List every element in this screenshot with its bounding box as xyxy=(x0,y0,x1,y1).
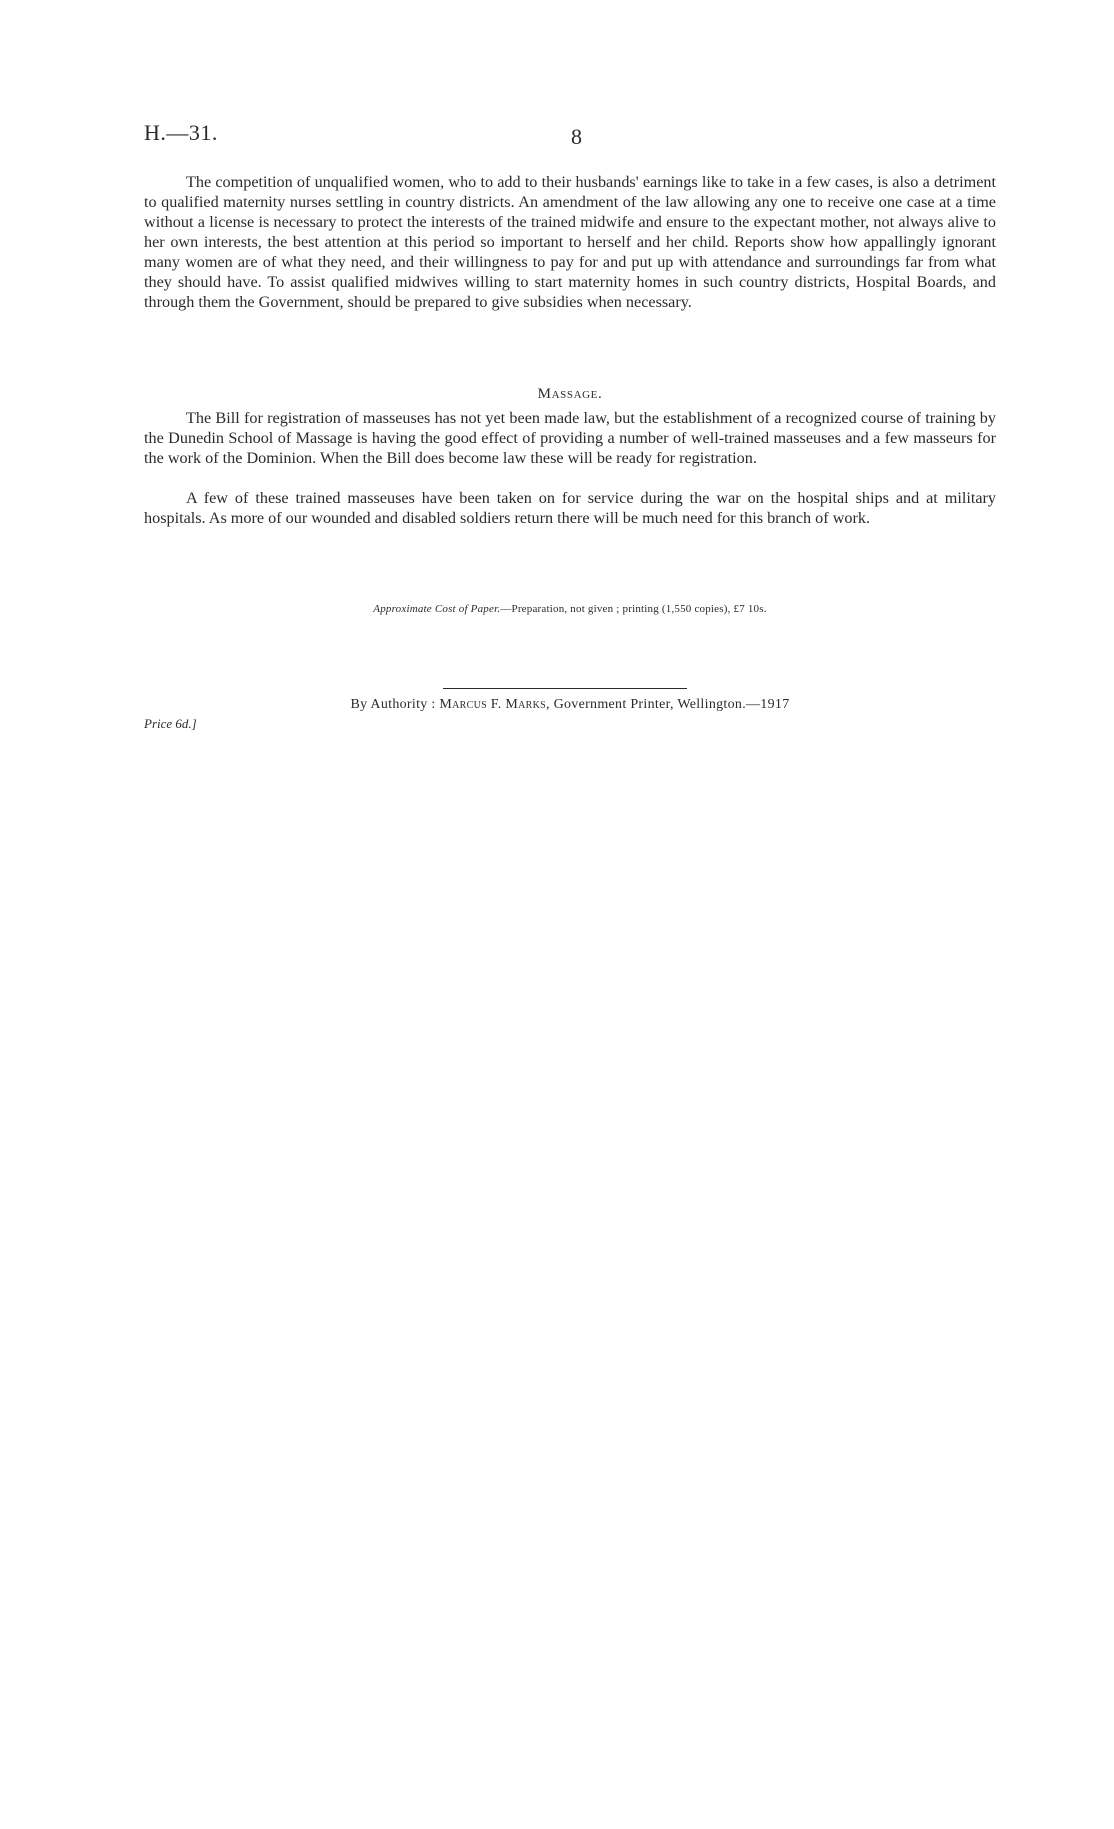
cost-label: Approximate Cost of Paper. xyxy=(373,603,501,615)
paragraph-masseuses-war-service: A few of these trained masseuses have been taken on for service during the war on the hospital ships and at military hospitals. As more of our wounded and disabled soldiers return there will be much need for this branch of work. xyxy=(144,489,996,527)
footer-rule xyxy=(443,688,687,689)
price-label: Price 6d.] xyxy=(144,716,197,731)
authority-suffix: , Government Printer, Wellington.—1917 xyxy=(545,697,790,712)
section-heading-massage: Massage. xyxy=(537,386,603,402)
cost-of-paper-note xyxy=(144,603,996,615)
printing-authority xyxy=(144,697,996,713)
page-number: 8 xyxy=(571,124,582,149)
report-code: H.—31. xyxy=(144,120,218,145)
printer-name: Marcus F. Marks xyxy=(439,697,546,712)
cost-text: —Preparation, not given ; printing (1,550 copies), £7 10s. xyxy=(500,603,767,615)
authority-prefix: By Authority : xyxy=(350,697,440,712)
paragraph-unqualified-women: The competition of unqualified women, who to add to their husbands' earnings like to take in a few cases, is also a detriment to qualified maternity nurses settling in country districts. An amendment of the law allowing any one to receive one case at a time without a license is necessary to protect the interests of the trained midwife and ensure to the expectant mother, not always alive to her own interests, the best attention at this period so important to herself and her child. Reports show how appallingly ignorant many women are of what they need, and their willingness to pay for and put up with attendance and surroundings far from what they should have. To assist qualified midwives willing to start maternity homes in such country districts, Hospital Boards, and through them the Government, should be prepared to give subsidies when necessary. xyxy=(144,173,996,311)
paragraph-massage-bill: The Bill for registration of masseuses has not yet been made law, but the establishment of a recognized course of training by the Dunedin School of Massage is having the good effect of providing a number of well-trained masseuses and a few masseurs for the work of the Dominion. When the Bill does become law these will be ready for registration. xyxy=(144,409,996,467)
